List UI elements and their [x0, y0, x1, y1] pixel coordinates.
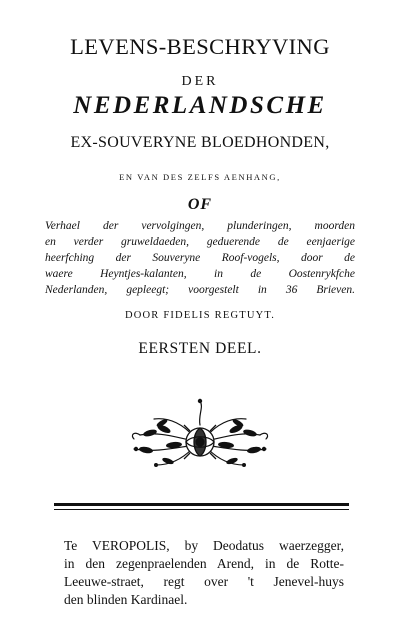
divider-rule: [54, 503, 349, 506]
title-line-5: EN VAN DES ZELFS AENHANG,: [119, 172, 281, 182]
title-line-4: EX-SOUVERYNE BLOEDHONDEN,: [70, 134, 330, 151]
description-line: waere Heyntjes-kalanten, in de Oostenrykfche: [45, 268, 355, 280]
description-line: Nederlanden, gepleegt; voorgestelt in 36 Brieven.: [45, 284, 355, 296]
description-line: Verhael der vervolgingen, plunderingen, moorden: [45, 220, 355, 232]
imprint-line: Leeuwe-straet, regt over 't Jenevel-huys: [64, 574, 344, 589]
imprint-line: den blinden Kardinael.: [64, 592, 188, 607]
volume-line: EERSTEN DEEL.: [138, 340, 262, 357]
author-line: DOOR FIDELIS REGTUYT.: [124, 310, 276, 321]
divider-rule: [54, 509, 349, 510]
imprint-line: in den zegenpraelenden Arend, in de Rotte-: [64, 556, 344, 571]
description-line: en verder gruweldaeden, geduerende de eenjaerige: [45, 236, 355, 248]
title-line-2: DER: [181, 74, 219, 89]
title-line-3: NEDERLANDSCHE: [73, 92, 327, 119]
title-line-1: LEVENS-BESCHRYVING: [70, 34, 330, 59]
imprint-line: Te VEROPOLIS, by Deodatus waerzegger,: [64, 538, 344, 553]
conjunction: OF: [187, 196, 213, 213]
description-line: heerfching der Souveryne Roof-vogels, door de: [45, 252, 355, 264]
floral-vignette-icon: [100, 395, 300, 475]
